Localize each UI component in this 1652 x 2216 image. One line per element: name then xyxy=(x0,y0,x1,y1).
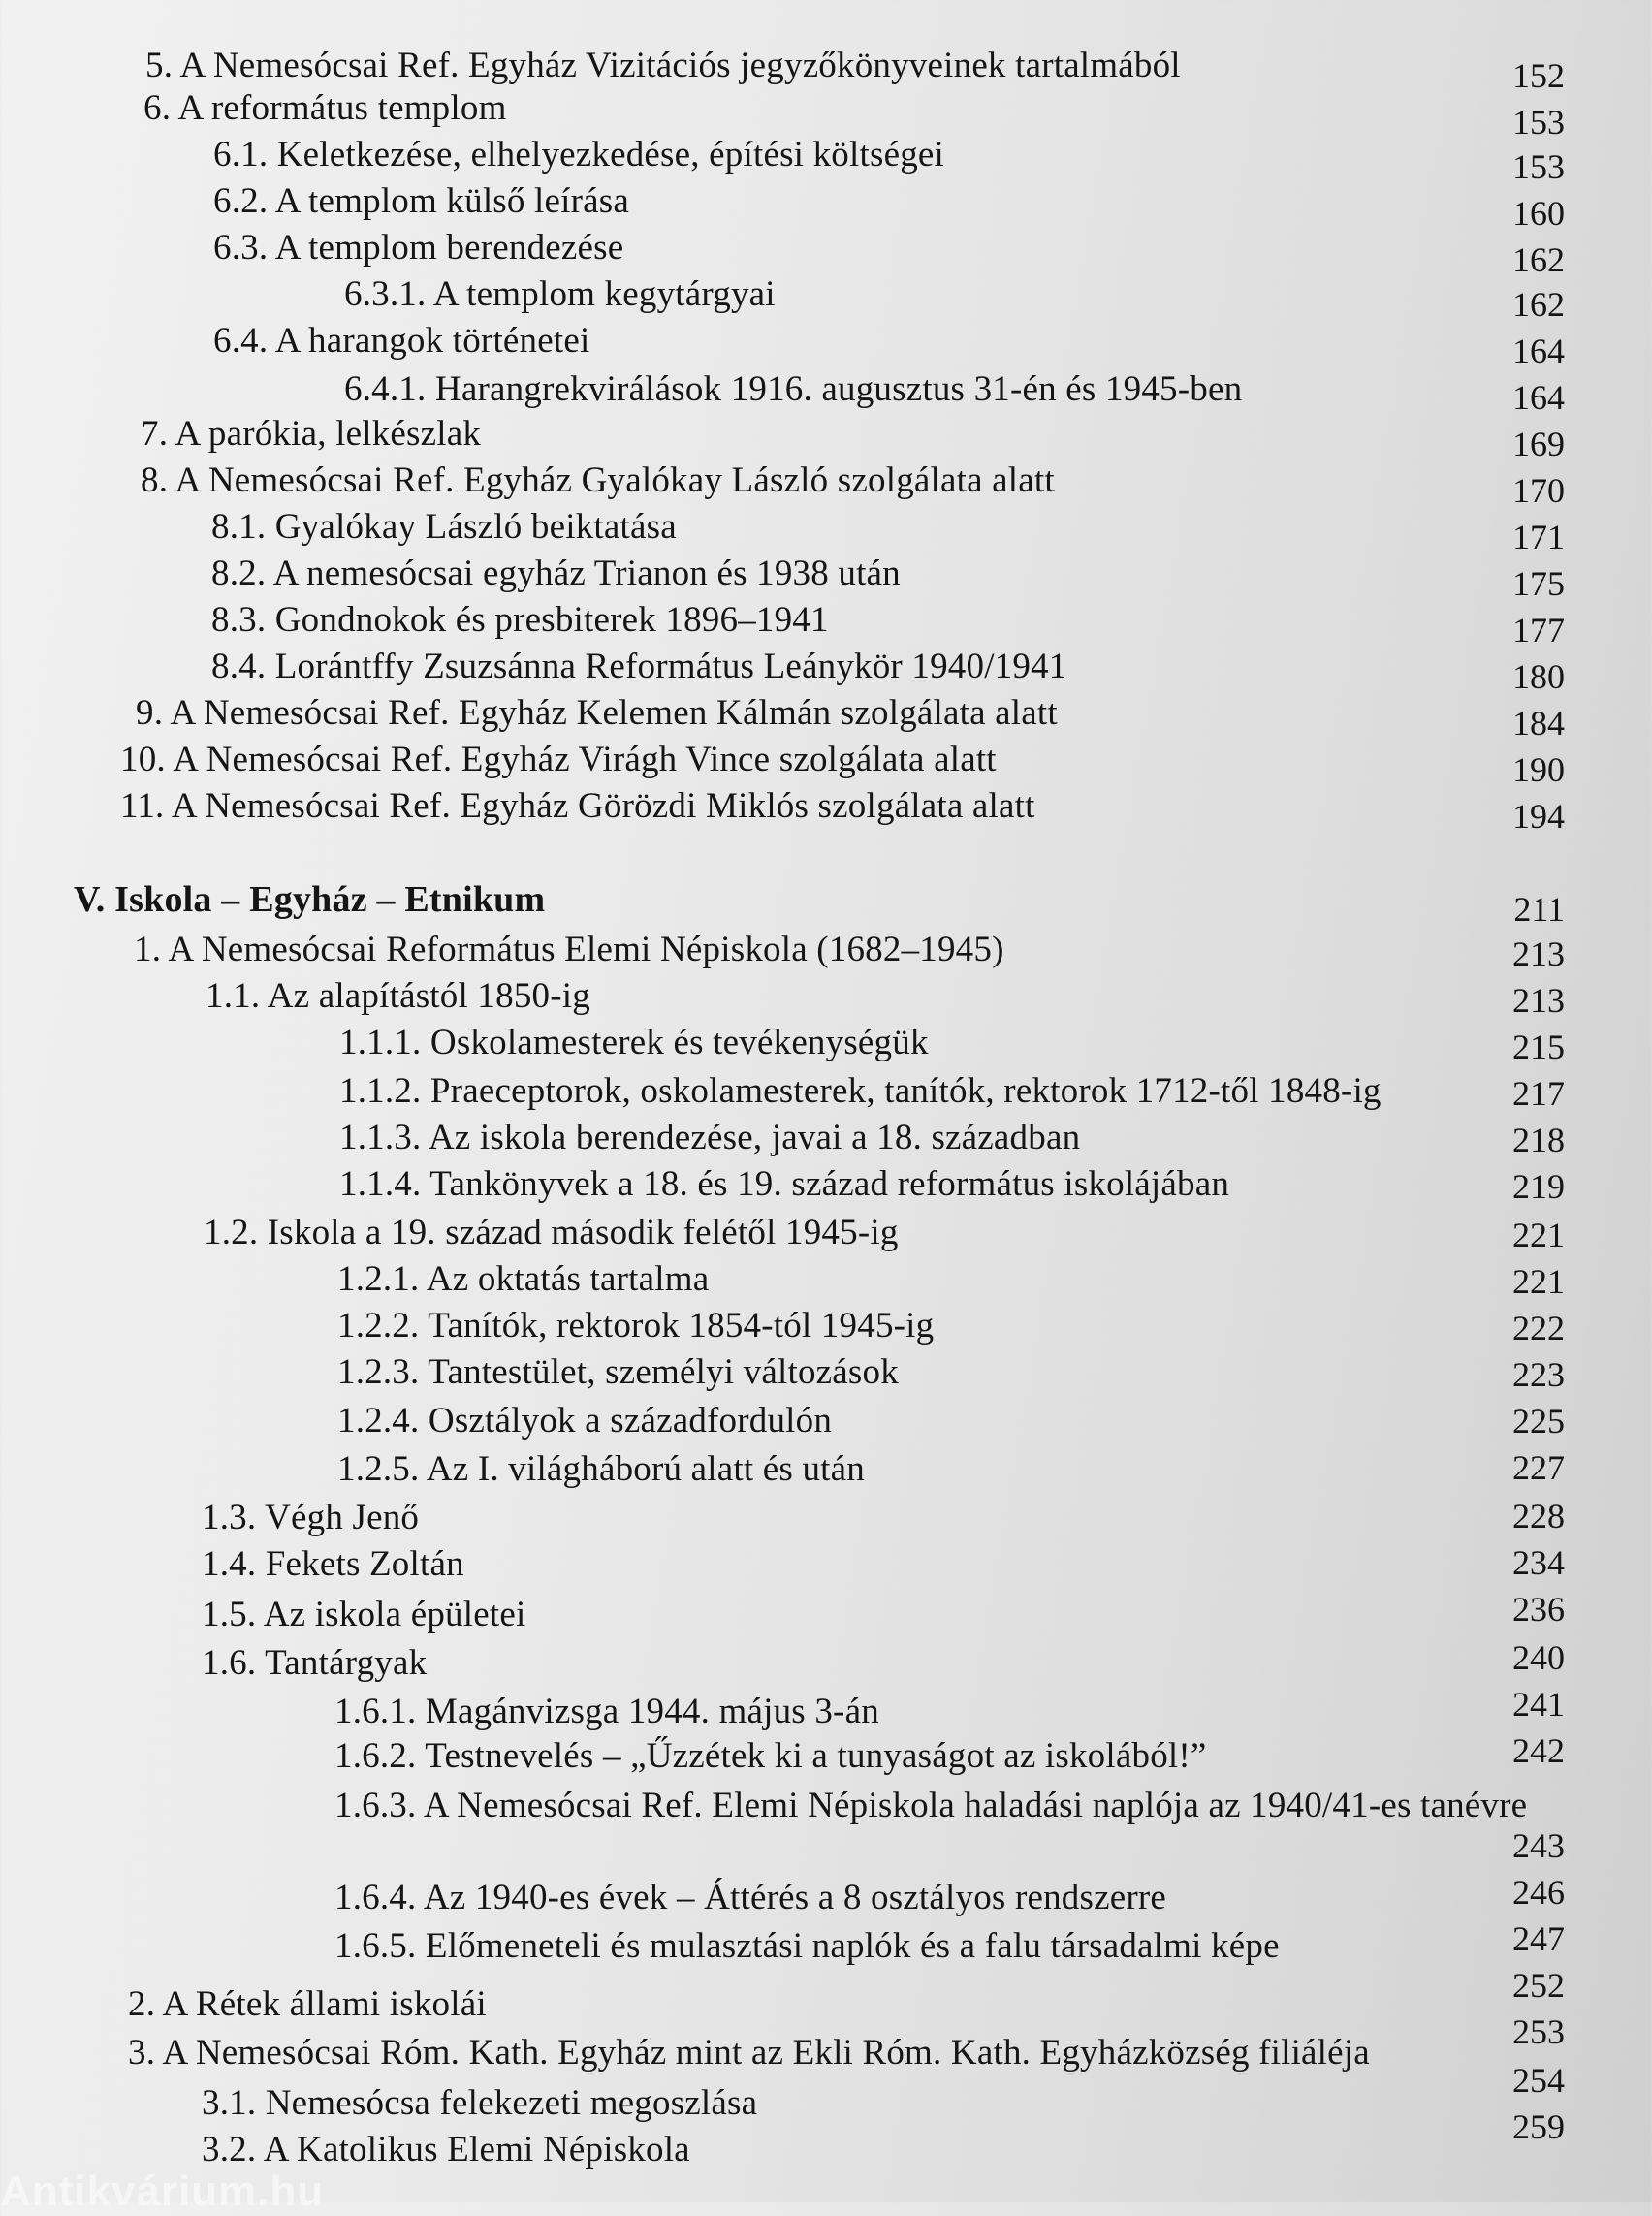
toc-entry: 1.2.2. Tanítók, rektorok 1854-tól 1945-ig xyxy=(337,1306,935,1345)
toc-entry: 1.1.1. Oskolamesterek és tevékenységük xyxy=(339,1023,929,1062)
toc-page-number: 153 xyxy=(1512,147,1565,186)
toc-page-number: 217 xyxy=(1512,1074,1565,1113)
toc-entry: 7. A parókia, lelkészlak xyxy=(141,414,482,454)
toc-entry: 8.1. Gyalókay László beiktatása xyxy=(211,507,677,547)
toc-page-number: 180 xyxy=(1512,657,1565,696)
toc-page-number: 228 xyxy=(1512,1497,1565,1535)
toc-page-number: 164 xyxy=(1512,378,1565,417)
chapter-heading: V. Iskola – Egyház – Etnikum xyxy=(74,879,546,920)
toc-page-number: 194 xyxy=(1512,797,1565,836)
toc-entry: 1.6.3. A Nemesócsai Ref. Elemi Népiskola haladási naplója az 1940/41-es tanévre xyxy=(334,1786,1528,1825)
toc-entry: 1.6.4. Az 1940-es évek – Áttérés a 8 osztályos rendszerre xyxy=(334,1878,1167,1917)
toc-entry: 1.6. Tantárgyak xyxy=(202,1643,428,1683)
toc-page-number: 177 xyxy=(1512,611,1565,649)
toc-page-number: 253 xyxy=(1512,2012,1565,2051)
toc-page-number: 234 xyxy=(1512,1543,1565,1582)
toc-page-number: 215 xyxy=(1512,1028,1565,1066)
toc-entry: 6.1. Keletkezése, elhelyezkedése, építési költségei xyxy=(213,135,944,174)
toc-entry: 6.2. A templom külső leírása xyxy=(213,181,630,221)
toc-page-number: 160 xyxy=(1512,194,1565,233)
toc-entry: 1.2.3. Tantestület, személyi változások xyxy=(337,1352,899,1392)
toc-entry: 6. A református templom xyxy=(143,88,507,128)
toc-page-number: 221 xyxy=(1512,1262,1565,1301)
toc-entry: 2. A Rétek állami iskolái xyxy=(128,1984,487,2024)
toc-entry: 1.1.4. Tankönyvek a 18. és 19. század református iskolájában xyxy=(339,1164,1230,1204)
toc-entry: 3.2. A Katolikus Elemi Népiskola xyxy=(202,2130,690,2169)
toc-entry: 6.3.1. A templom kegytárgyai xyxy=(344,274,776,314)
toc-entry: 1.2. Iskola a 19. század második felétől 1945-ig xyxy=(204,1213,899,1252)
toc-entry: 1. A Nemesócsai Református Elemi Népiskola (1682–1945) xyxy=(134,930,1004,969)
toc-entry: 1.5. Az iskola épületei xyxy=(202,1595,526,1634)
toc-page-number: 254 xyxy=(1512,2061,1565,2100)
toc-entry: 8. A Nemesócsai Ref. Egyház Gyalókay László szolgálata alatt xyxy=(141,460,1055,500)
toc-page-number: 223 xyxy=(1512,1355,1565,1394)
toc-page-number: 213 xyxy=(1512,934,1565,973)
toc-page-number: 222 xyxy=(1512,1309,1565,1347)
toc-page-number: 153 xyxy=(1512,103,1565,142)
toc-page-number: 219 xyxy=(1512,1167,1565,1206)
toc-page-number: 221 xyxy=(1512,1216,1565,1254)
toc-entry: 1.1.2. Praeceptorok, oskolamesterek, tanítók, rektorok 1712-től 1848-ig xyxy=(339,1071,1382,1111)
toc-entry: 8.4. Lorántffy Zsuzsánna Református Leánykör 1940/1941 xyxy=(211,647,1067,686)
toc-entry: 1.2.5. Az I. világháború alatt és után xyxy=(337,1449,865,1489)
toc-page-number: 227 xyxy=(1512,1448,1565,1487)
toc-entry: 8.2. A nemesócsai egyház Trianon és 1938 után xyxy=(211,554,901,593)
toc-page-number: 252 xyxy=(1512,1966,1565,2005)
toc-entry: 3. A Nemesócsai Róm. Kath. Egyház mint az Ekli Róm. Kath. Egyházközség filiáléja xyxy=(128,2033,1370,2073)
toc-page-number: 184 xyxy=(1512,704,1565,743)
toc-entry: 6.3. A templom berendezése xyxy=(213,228,624,268)
toc-entry: 3.1. Nemesócsa felekezeti megoszlása xyxy=(202,2083,758,2123)
toc-entry: 1.1.3. Az iskola berendezése, javai a 18. században xyxy=(339,1118,1081,1157)
toc-page-number: 175 xyxy=(1512,564,1565,603)
toc-entry: 6.4.1. Harangrekvirálások 1916. augusztus 31-én és 1945-ben xyxy=(344,369,1243,409)
toc-entry: 1.6.1. Magánvizsga 1944. május 3-án xyxy=(334,1692,879,1731)
watermark: Antikvárium.hu xyxy=(0,2168,325,2215)
toc-page-number: 259 xyxy=(1512,2107,1565,2146)
toc-entry: 1.1. Az alapítástól 1850-ig xyxy=(206,976,590,1016)
toc-page-number: 225 xyxy=(1512,1402,1565,1440)
toc-page-number: 240 xyxy=(1512,1638,1565,1677)
toc-page-number: 241 xyxy=(1512,1685,1565,1724)
toc-entry: 6.4. A harangok történetei xyxy=(213,321,590,361)
toc-entry: 1.6.2. Testnevelés – „Űzzétek ki a tunyaságot az iskolából!” xyxy=(334,1736,1207,1776)
toc-page-number: 171 xyxy=(1512,518,1565,556)
toc-entry: 9. A Nemesócsai Ref. Egyház Kelemen Kálmán szolgálata alatt xyxy=(136,693,1058,733)
toc-entry: 8.3. Gondnokok és presbiterek 1896–1941 xyxy=(211,600,829,640)
toc-page-number: 247 xyxy=(1512,1919,1565,1958)
toc-entry: 1.6.5. Előmeneteli és mulasztási naplók és a falu társadalmi képe xyxy=(334,1926,1280,1966)
toc-page-number: 162 xyxy=(1512,285,1565,324)
toc-page-number: 152 xyxy=(1512,56,1565,95)
toc-entry: 1.3. Végh Jenő xyxy=(202,1498,420,1537)
toc-page-number: 236 xyxy=(1512,1590,1565,1629)
toc-page-number: 162 xyxy=(1512,240,1565,279)
toc-page-number: 242 xyxy=(1512,1731,1565,1770)
toc-entry: 1.2.4. Osztályok a századfordulón xyxy=(337,1401,833,1440)
toc-entry: 1.4. Fekets Zoltán xyxy=(202,1544,464,1584)
toc-entry: 10. A Nemesócsai Ref. Egyház Virágh Vince szolgálata alatt xyxy=(120,740,997,779)
toc-page-number: 213 xyxy=(1512,981,1565,1020)
toc-page-number: 170 xyxy=(1512,471,1565,510)
toc-page-number: 243 xyxy=(1512,1826,1565,1865)
toc-entry: 1.2.1. Az oktatás tartalma xyxy=(337,1259,710,1299)
toc-page-number: 218 xyxy=(1512,1121,1565,1159)
toc-page-number: 211 xyxy=(1513,890,1565,929)
toc-entry: 11. A Nemesócsai Ref. Egyház Görözdi Miklós szolgálata alatt xyxy=(120,786,1035,826)
toc-page-number: 169 xyxy=(1512,425,1565,463)
toc-page-number: 246 xyxy=(1512,1873,1565,1912)
toc-page-number: 190 xyxy=(1512,750,1565,789)
toc-page-number: 164 xyxy=(1512,332,1565,370)
toc-entry: 5. A Nemesócsai Ref. Egyház Vizitációs jegyzőkönyveinek tartalmából xyxy=(145,46,1181,85)
